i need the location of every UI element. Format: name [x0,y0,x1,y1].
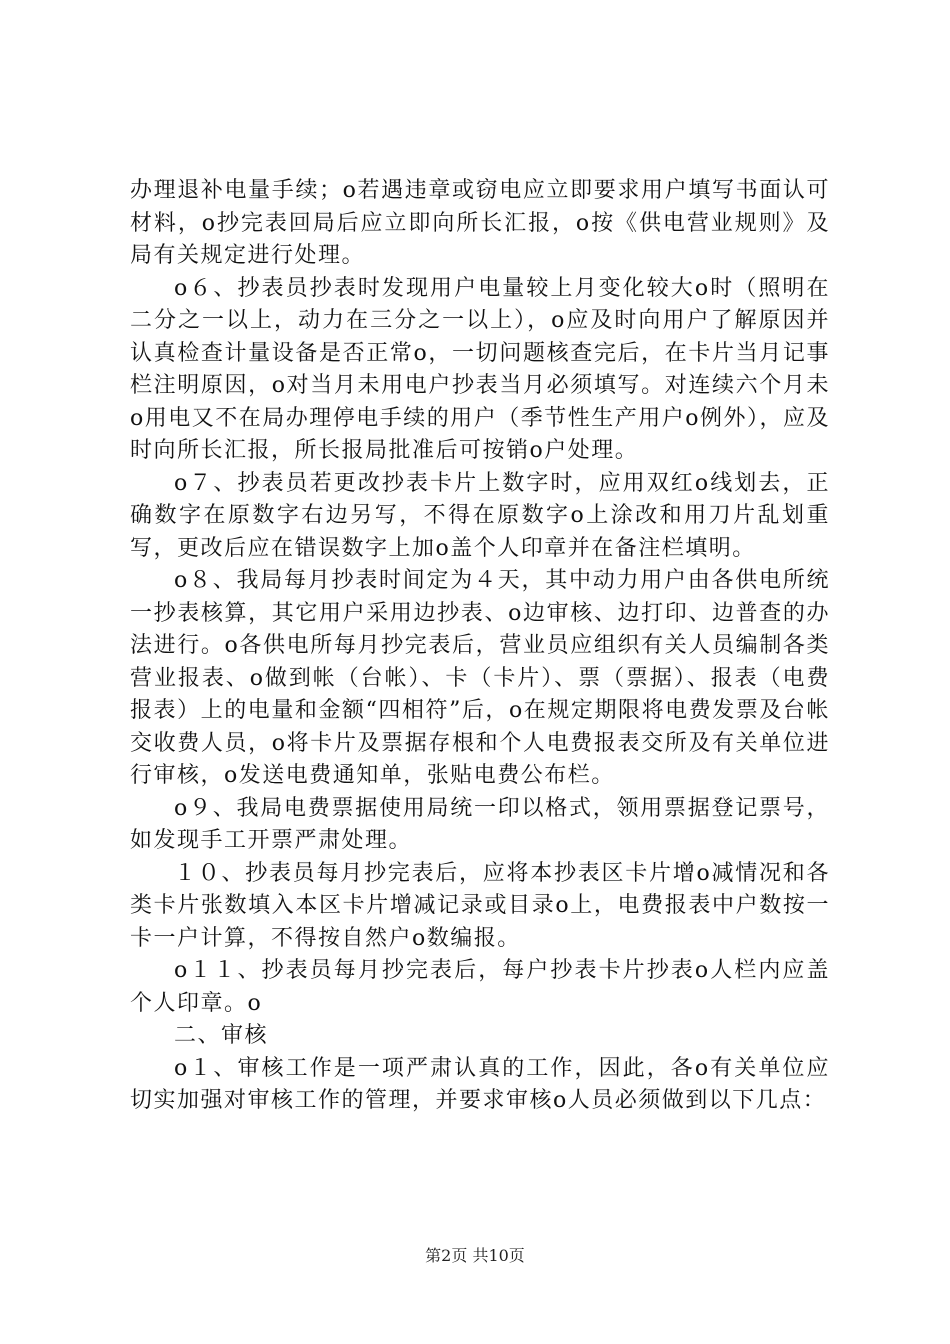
paragraph-review-item-1: o１、审核工作是一项严肃认真的工作，因此，各o有关单位应切实加强对审核工作的管理，并要求审核o人员必须做到以下几点： [130,1055,830,1113]
page-footer: 第2页 共10页 [425,1246,525,1265]
section-heading-review: 二、审核 [174,1023,269,1048]
paragraph-item-6: o６、抄表员抄表时发现用户电量较上月变化较大o时（照明在二分之一以上，动力在三分之一以上），o应及时向用户了解原因并认真检查计量设备是否正常o，一切问题核查完后，在卡片当月记事栏注明原因，o对当月未用电户抄表当月必须填写。对连续六个月未o用电又不在局办理停电手续的用户（季节性生产用户o例外），应及时向所长汇报，所长报局批准后可按销o户处理。 [130,275,830,463]
paragraph-item-9: o９、我局电费票据使用局统一印以格式，领用票据登记票号，如发现手工开票严肃处理。 [130,795,830,853]
paragraph-continuation: 办理退补电量手续；o若遇违章或窃电应立即要求用户填写书面认可材料，o抄完表回局后应立即向所长汇报，o按《供电营业规则》及局有关规定进行处理。 [130,178,830,268]
paragraph-item-8: o８、我局每月抄表时间定为４天，其中动力用户由各供电所统一抄表核算，其它用户采用边抄表、o边审核、边打印、边普查的办法进行。o各供电所每月抄完表后，营业员应组织有关人员编制各类营业报表、o做到帐（台帐）、卡（卡片）、票（票据）、报表（电费报表）上的电量和金额“四相符”后，o在规定期限将电费发票及台帐交收费人员，o将卡片及票据存根和个人电费报表交所及有关单位进行审核，o发送电费通知单，张贴电费公布栏。 [130,568,830,788]
paragraph-item-10: １０、抄表员每月抄完表后，应将本抄表区卡片增o减情况和各类卡片张数填入本区卡片增减记录或目录o上，电费报表中户数按一卡一户计算，不得按自然户o数编报。 [130,860,830,951]
paragraph-item-11: o１１、抄表员每月抄完表后，每户抄表卡片抄表o人栏内应盖个人印章。o [130,958,830,1016]
document-body [130,175,830,1118]
paragraph-item-7: o７、抄表员若更改抄表卡片上数字时，应用双红o线划去，正确数字在原数字右边另写，不得在原数字o上涂改和用刀片乱划重写，更改后应在错误数字上加o盖个人印章并在备注栏填明。 [130,470,830,561]
